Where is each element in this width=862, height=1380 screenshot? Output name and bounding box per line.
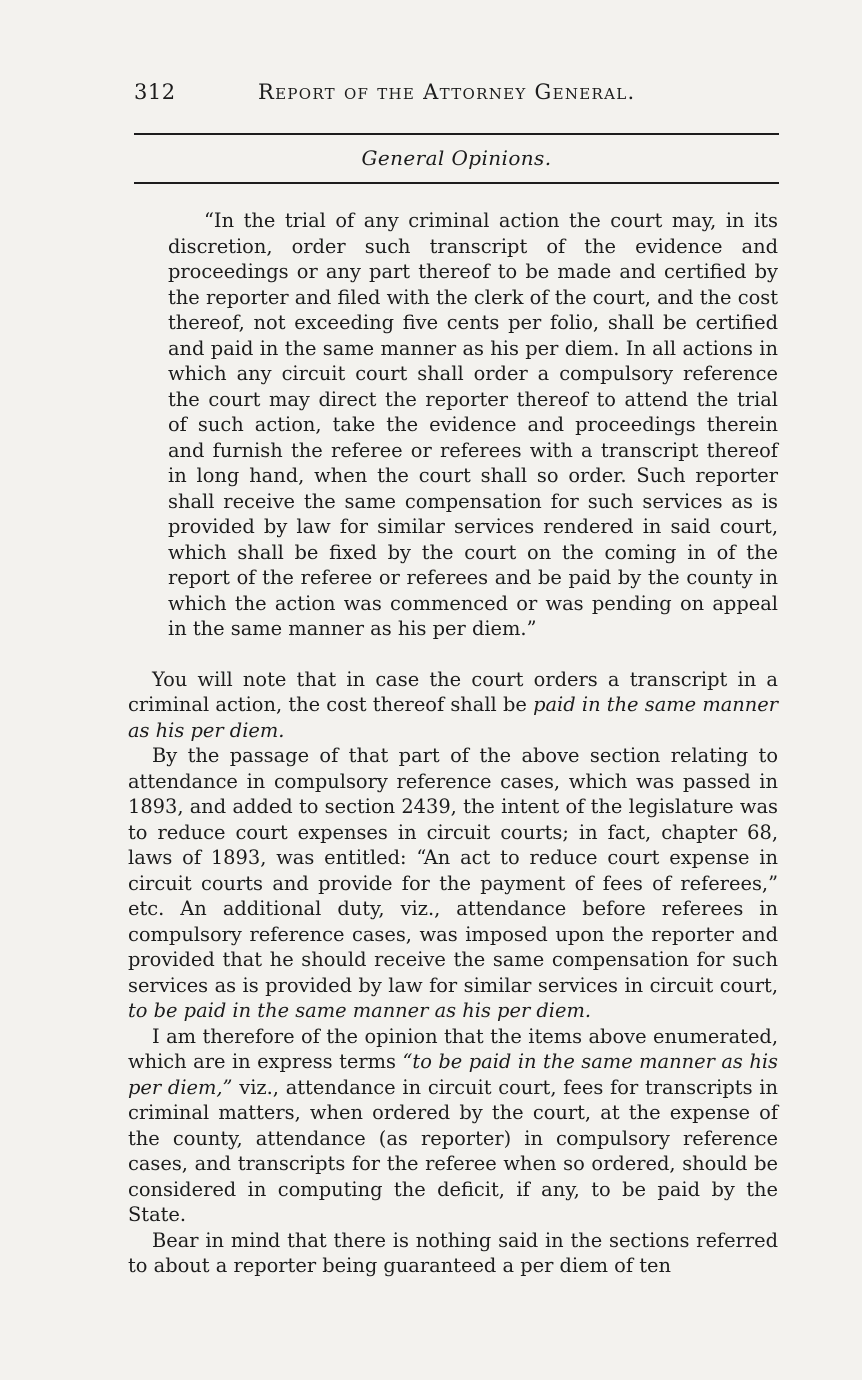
paragraph-3 — [128, 1024, 778, 1228]
section-title: General Opinions. — [361, 146, 552, 170]
paragraph-3-text: I am therefore of the opinion that the items above enumerated, which are in express terms — [128, 1024, 778, 1073]
paragraph-1-emphasis: paid in the same manner as his per diem. — [128, 693, 779, 742]
paragraph-1-text: You will note that in case the court orders a transcript in a criminal action, the cost thereof shall be — [128, 667, 778, 716]
paragraph-3-emphasis: “to be paid in the same manner as his per diem,” — [128, 1050, 778, 1099]
header-rule-top — [134, 133, 779, 135]
running-head: Report of the Attorney General. — [258, 80, 636, 104]
page-header — [134, 80, 779, 112]
paragraph-4 — [128, 1228, 778, 1279]
paragraph-2-emphasis: to be paid in the same manner as his per diem. — [128, 999, 592, 1022]
paragraph-2 — [128, 743, 778, 1024]
paragraph-3-tail: viz., attendance in circuit court, fees for transcripts in criminal matters, when ordered by the court, at the expense of the county, attendance (as reporter) in compulsory reference cases, and transcripts for the referee when so ordered, should be considered in computing the deficit, if any, to be paid by the State. — [128, 1075, 778, 1226]
body-text — [128, 208, 778, 1279]
paragraph-1 — [128, 667, 778, 744]
paragraph-4-text: Bear in mind that there is nothing said in the sections referred to about a reporter being guaranteed a per diem of ten — [128, 1228, 778, 1277]
page-number: 312 — [134, 80, 176, 104]
paragraph-2-text: By the passage of that part of the above section relating to attendance in compulsory reference cases, which was passed in 1893, and added to section 2439, the intent of the legislature was to reduce court expenses in circuit courts; in fact, chapter 68, laws of 1893, was entitled: “An act to reduce court expense in circuit courts and provide for the payment of fees of referees,” etc. An additional duty, viz., attendance before referees in compulsory reference cases, was imposed upon the reporter and provided that he should receive the same compensation for such services as is provided by law for similar services in circuit court, — [128, 744, 778, 997]
block-quote: “In the trial of any criminal action the court may, in its discretion, order such transcript of the evidence and proceedings or any part thereof to be made and certified by the reporter and filed with the clerk of the court, and the cost thereof, not exceeding five cents per folio, shall be certified and paid in the same manner as his per diem. In all actions in which any circuit court shall order a compulsory reference the court may direct the reporter thereof to attend the trial of such action, take the evidence and proceedings therein and furnish the referee or referees with a transcript thereof in long hand, when the court shall so order. Such reporter shall receive the same compensation for such services as is provided by law for similar services rendered in said court, which shall be fixed by the court on the coming in of the report of the referee or referees and be paid by the county in which the action was commenced or was pending on appeal in the same manner as his per diem.” — [168, 209, 778, 640]
header-rule-bottom — [134, 182, 779, 184]
